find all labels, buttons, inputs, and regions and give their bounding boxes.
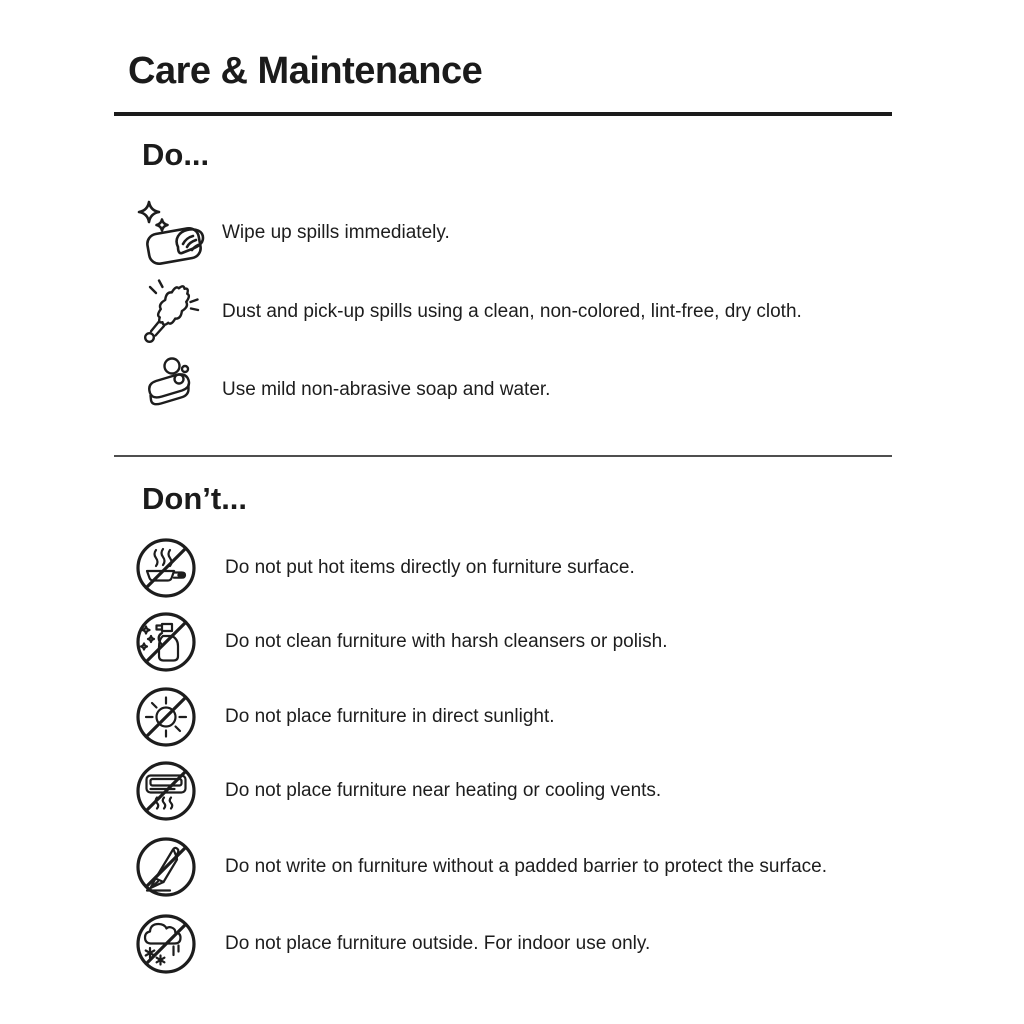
- section-divider: [114, 455, 892, 457]
- dont-item-text: Do not place furniture in direct sunlight.: [225, 706, 555, 728]
- page-title: Care & Maintenance: [128, 50, 483, 92]
- dont-section-heading: Don’t...: [142, 481, 248, 516]
- no-harsh-cleansers-icon: [134, 610, 225, 674]
- dont-item-text: Do not clean furniture with harsh cleansers or polish.: [225, 631, 668, 653]
- soap-and-water-icon: [134, 354, 222, 426]
- do-item-text: Dust and pick-up spills using a clean, non-colored, lint-free, dry cloth.: [222, 301, 802, 323]
- no-heating-cooling-vents-icon: [134, 759, 225, 823]
- dont-item-text: Do not place furniture near heating or cooling vents.: [225, 780, 662, 802]
- dont-item-vents: [134, 758, 984, 824]
- dont-item-text: Do not write on furniture without a padded barrier to protect the surface.: [225, 856, 827, 878]
- dont-item-sunlight: [134, 684, 984, 750]
- dont-item-text: Do not put hot items directly on furniture surface.: [225, 557, 635, 579]
- feather-duster-icon: [134, 276, 222, 348]
- do-item-wipe: [134, 197, 984, 269]
- dont-item-outdoor: [134, 911, 984, 977]
- do-item-text: Use mild non-abrasive soap and water.: [222, 379, 551, 401]
- dont-item-hot: [134, 535, 984, 601]
- do-item-soap: [134, 354, 984, 426]
- wipe-sponge-icon: [134, 197, 222, 269]
- no-outdoor-use-icon: [134, 912, 225, 976]
- dont-item-writing: [134, 834, 984, 900]
- no-hot-items-icon: [134, 536, 225, 600]
- no-writing-icon: [134, 835, 225, 899]
- do-item-text: Wipe up spills immediately.: [222, 222, 450, 244]
- dont-item-text: Do not place furniture outside. For indoor use only.: [225, 933, 651, 955]
- no-direct-sunlight-icon: [134, 685, 225, 749]
- do-section-heading: Do...: [142, 137, 210, 172]
- dont-item-cleansers: [134, 609, 984, 675]
- title-rule: [114, 112, 892, 116]
- do-item-dust: [134, 276, 984, 348]
